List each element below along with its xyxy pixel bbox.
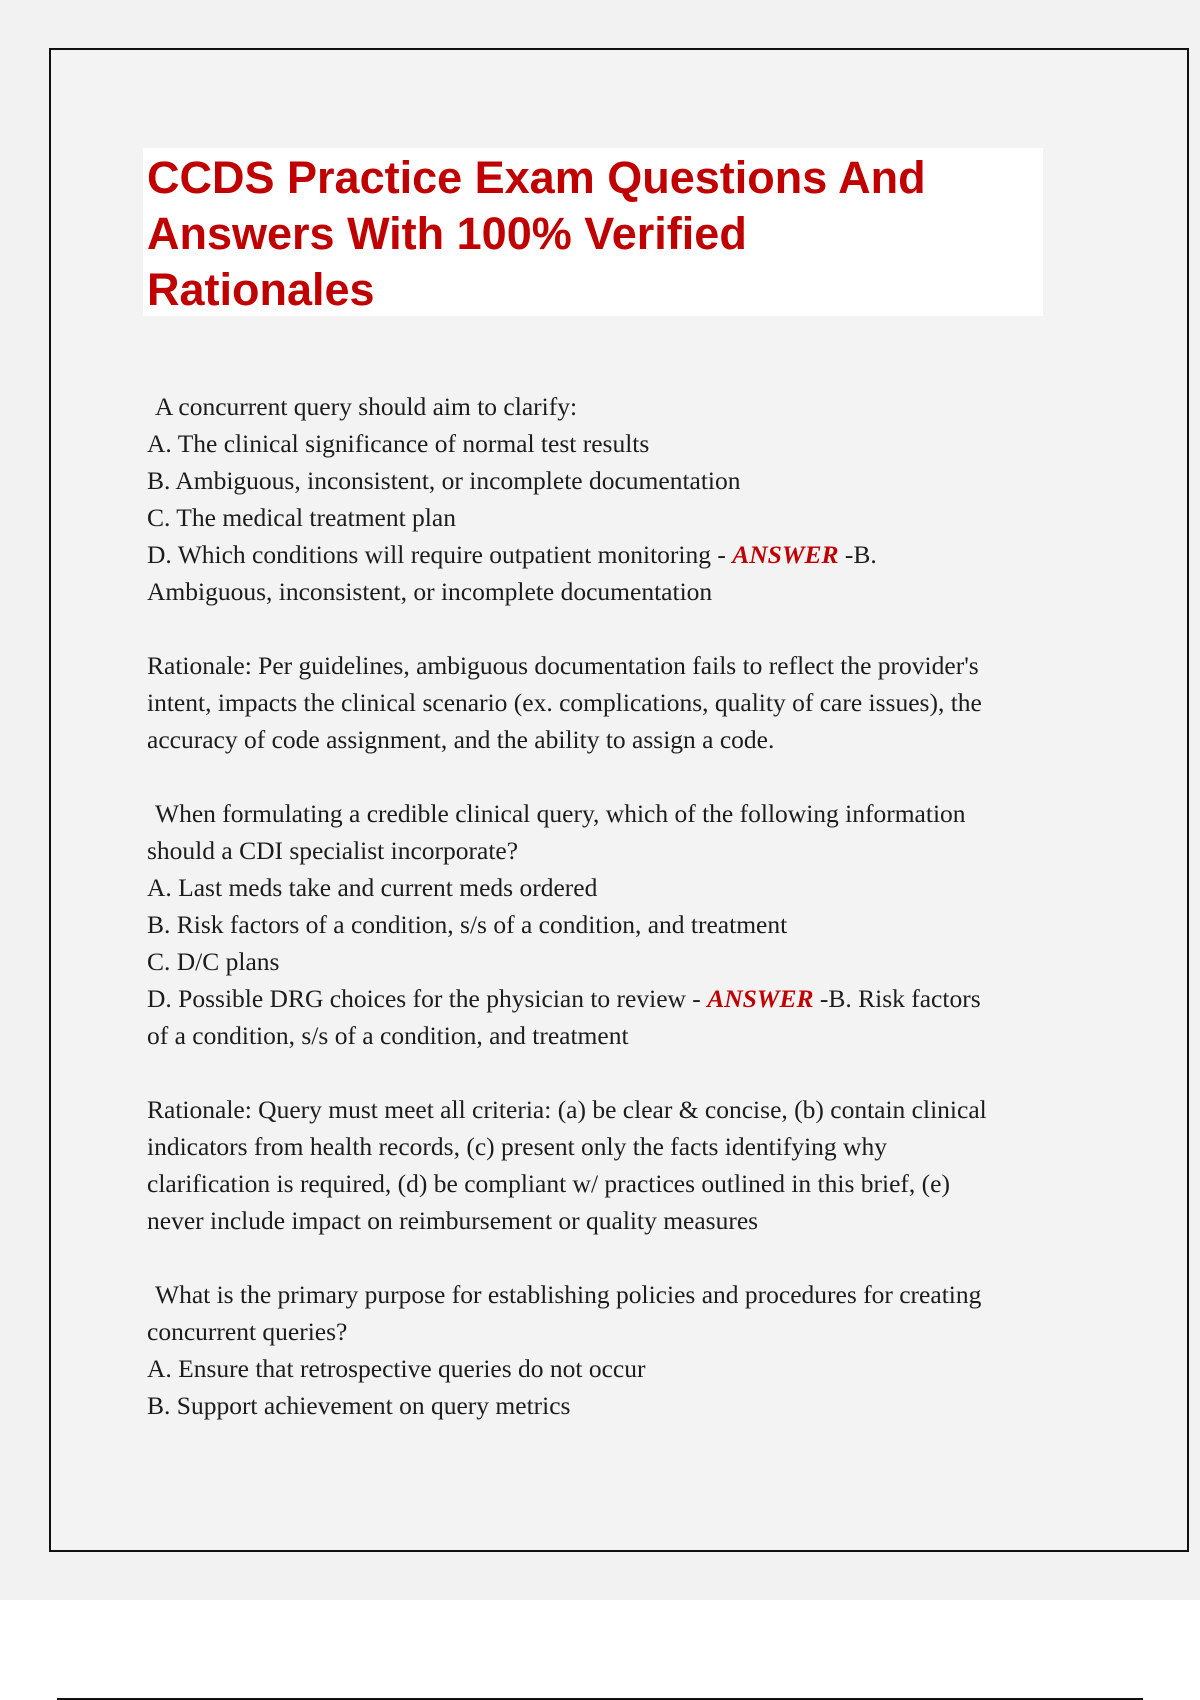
question-stem: concurrent queries? [147, 1317, 348, 1346]
answer-option: B. Ambiguous, inconsistent, or incomplete documentation [147, 466, 741, 495]
spacer [147, 610, 1137, 647]
answer-option: A. Ensure that retrospective queries do not occur [147, 1354, 646, 1383]
answer-key-continuation: of a condition, s/s of a condition, and treatment [147, 1021, 629, 1050]
question-block-1 [147, 388, 1137, 610]
answer-key: -B. [838, 540, 877, 569]
spacer [147, 1054, 1137, 1091]
rationale-line: Rationale: Per guidelines, ambiguous documentation fails to reflect the provider's [147, 651, 979, 680]
option-text: D. Which conditions will require outpatient monitoring - [147, 540, 733, 569]
answer-option: B. Risk factors of a condition, s/s of a condition, and treatment [147, 910, 788, 939]
spacer [147, 758, 1137, 795]
answer-option: A. Last meds take and current meds ordered [147, 873, 598, 902]
rationale-line: Rationale: Query must meet all criteria: (a) be clear & concise, (b) contain clinical [147, 1095, 987, 1124]
title-line: Answers With 100% Verified [147, 208, 747, 259]
document-page [49, 48, 1189, 1552]
answer-label: ANSWER [732, 540, 839, 569]
spacer [147, 1239, 1137, 1276]
rationale-block-2 [147, 1091, 1137, 1239]
question-stem: A concurrent query should aim to clarify: [155, 392, 578, 421]
answer-key: -B. Risk factors [813, 984, 981, 1013]
answer-option: C. The medical treatment plan [147, 503, 456, 532]
answer-key-continuation: Ambiguous, inconsistent, or incomplete documentation [147, 577, 713, 606]
rationale-line: clarification is required, (d) be compliant w/ practices outlined in this brief, (e) [147, 1169, 950, 1198]
rationale-line: accuracy of code assignment, and the ability to assign a code. [147, 725, 775, 754]
answer-option: B. Support achievement on query metrics [147, 1391, 571, 1420]
answer-option: A. The clinical significance of normal test results [147, 429, 650, 458]
rationale-line: intent, impacts the clinical scenario (ex. complications, quality of care issues), the [147, 688, 982, 717]
answer-option: C. D/C plans [147, 947, 280, 976]
question-block-3 [147, 1276, 1137, 1424]
document-title [147, 150, 1027, 318]
answer-option-with-key [147, 536, 1137, 573]
question-stem: should a CDI specialist incorporate? [147, 836, 519, 865]
answer-option-with-key [147, 980, 1137, 1017]
rationale-line: never include impact on reimbursement or quality measures [147, 1206, 759, 1235]
title-line: CCDS Practice Exam Questions And [147, 152, 926, 203]
title-line: Rationales [147, 264, 375, 315]
question-stem: What is the primary purpose for establishing policies and procedures for creating [155, 1280, 982, 1309]
question-stem: When formulating a credible clinical query, which of the following information [155, 799, 966, 828]
rationale-block-1 [147, 647, 1137, 758]
question-block-2 [147, 795, 1137, 1054]
rationale-line: indicators from health records, (c) present only the facts identifying why [147, 1132, 887, 1161]
option-text: D. Possible DRG choices for the physician to review - [147, 984, 708, 1013]
document-body [147, 388, 1137, 1424]
answer-label: ANSWER [707, 984, 814, 1013]
